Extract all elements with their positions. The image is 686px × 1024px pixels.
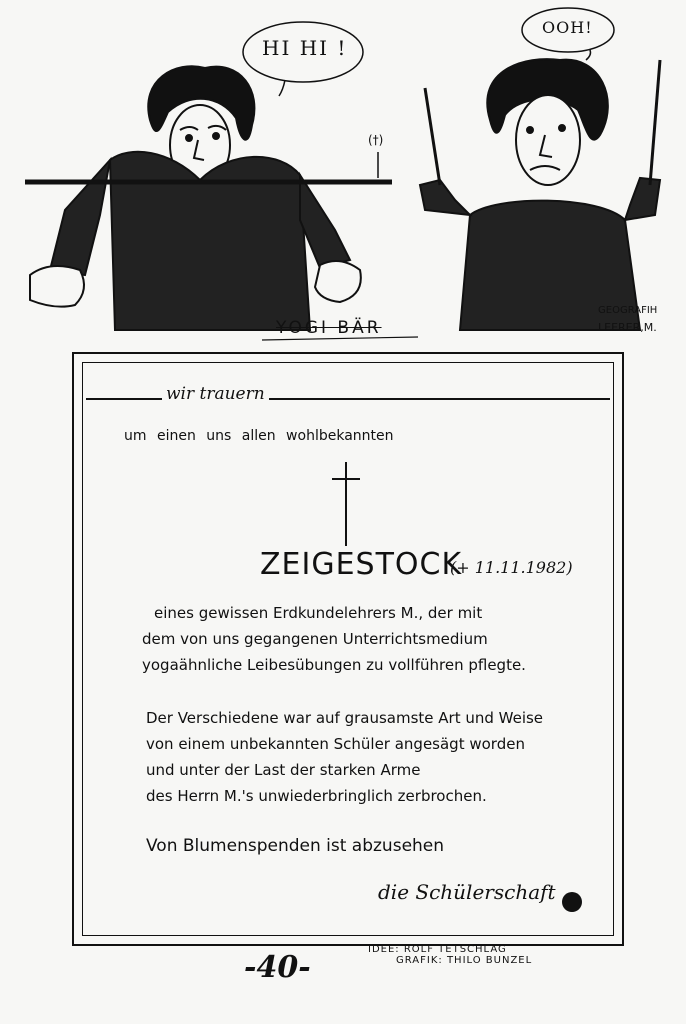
notice-signature: die Schülerschaft: [378, 880, 556, 904]
para2-line: und unter der Last der starken Arme: [146, 761, 421, 779]
left-caption: YOGI BÄR: [276, 318, 382, 338]
notice-date: (+ 11.11.1982): [450, 558, 573, 577]
notice-para1: [142, 600, 526, 678]
para2-line: des Herrn M.'s unwiederbringlich zerbrochen.: [146, 787, 487, 805]
ink-blot: [562, 892, 582, 912]
right-caption-line1: GEOGRAFIH: [598, 305, 658, 316]
para2-line: von einem unbekannten Schüler angesägt worden: [146, 735, 525, 753]
right-speech-text: OOH!: [542, 18, 593, 37]
notice-para2: [146, 705, 543, 809]
left-speech-text: HI HI !: [262, 36, 348, 60]
para2-line: Der Verschiedene war auf grausamste Art und Weise: [146, 709, 544, 727]
teacher-figure: [420, 59, 660, 330]
para1-line: yogaähnliche Leibesübungen zu vollführen pflegte.: [142, 656, 526, 674]
credit-idea: IDEE: ROLF TETSCHLAG: [368, 944, 507, 955]
notice-flowers: Von Blumenspenden ist abzusehen: [146, 836, 445, 856]
dagger-mark: (†): [368, 133, 384, 147]
para1-line: dem von uns gegangenen Unterrichtsmedium: [142, 630, 488, 648]
cross-horizontal: [332, 478, 360, 480]
para1-line: eines gewissen Erdkundelehrers M., der mit: [154, 604, 483, 622]
credits: [368, 944, 532, 966]
right-caption-line2: LEERER,M.: [598, 321, 657, 334]
notice-line1: um einen uns allen wohlbekannten: [124, 428, 394, 444]
notice-title: ZEIGESTOCK: [260, 547, 463, 582]
cross-vertical: [345, 462, 347, 546]
credit-graphic: GRAFIK: THILO BUNZEL: [396, 955, 533, 966]
page-number: -40-: [244, 950, 311, 985]
yogi-figure: [30, 66, 361, 330]
notice-heading: wir trauern: [162, 384, 269, 404]
